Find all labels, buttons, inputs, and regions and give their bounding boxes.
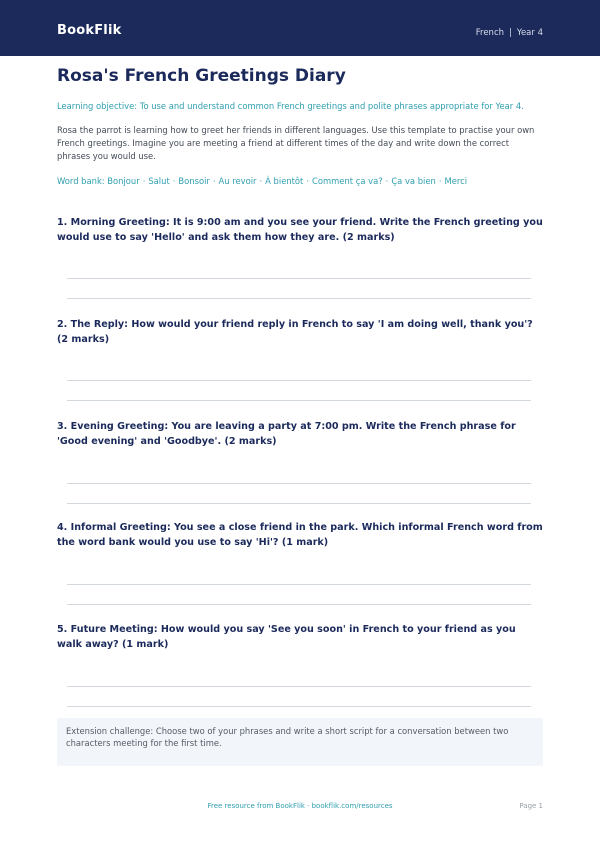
question-2	[57, 317, 543, 347]
header-bar	[0, 0, 600, 56]
subject-year-label	[476, 28, 543, 38]
learning-objective: Learning objective: To use and understand common French greetings and polite phrases appropriate for Year 4.	[57, 101, 524, 111]
footer-link[interactable]: Free resource from BookFlik · bookflik.com/resources	[207, 802, 393, 810]
answer-line[interactable]	[67, 278, 531, 279]
word-bank-word: À bientôt	[265, 176, 304, 186]
question-text: 3. Evening Greeting: You are leaving a party at 7:00 pm. Write the French phrase for 'Good evening' and 'Goodbye'. (2 marks)	[57, 421, 516, 447]
word-bank-word: Ça va bien	[391, 176, 436, 186]
word-bank: Word bank: Bonjour · Salut · Bonsoir · Au revoir · À bientôt · Comment ça va? · Ça va bien · Merci	[57, 176, 468, 186]
answer-line[interactable]	[67, 503, 531, 504]
brand-logo[interactable]: BookFlik	[57, 23, 122, 38]
question-1	[57, 215, 543, 245]
word-bank-word: Merci	[444, 176, 468, 186]
word-bank-word: Salut	[148, 176, 170, 186]
question-text: 5. Future Meeting: How would you say 'See you soon' in French to your friend as you walk away? (1 mark)	[57, 624, 516, 650]
answer-line[interactable]	[67, 706, 531, 707]
extension-challenge-box	[57, 718, 543, 766]
word-bank-word: Bonsoir	[178, 176, 210, 186]
answer-line[interactable]	[67, 604, 531, 605]
answer-line[interactable]	[67, 584, 531, 585]
worksheet-intro	[57, 66, 543, 187]
extension-challenge-text: Extension challenge: Choose two of your phrases and write a short script for a conversation between two characters meeting for the first time.	[66, 726, 509, 748]
question-3	[57, 419, 543, 449]
word-bank-label: Word bank:	[57, 176, 105, 186]
question-5	[57, 622, 543, 652]
answer-line[interactable]	[67, 483, 531, 484]
answer-line[interactable]	[67, 380, 531, 381]
answer-line[interactable]	[67, 400, 531, 401]
answer-line[interactable]	[67, 686, 531, 687]
word-bank-word: Bonjour	[107, 176, 140, 186]
answer-line[interactable]	[67, 298, 531, 299]
intro-paragraph: Rosa the parrot is learning how to greet her friends in different languages. Use this template to practise your own French greetings. Imagine you are meeting a friend at different times of the day and write down the correct phrases you would use.	[57, 125, 535, 161]
year-label: Year 4	[516, 28, 543, 38]
page-number: Page 1	[519, 802, 543, 810]
question-text: 4. Informal Greeting: You see a close friend in the park. Which informal French word from the word bank would you use to say 'Hi'? (1 mark)	[57, 522, 543, 548]
meta-separator: |	[509, 28, 512, 38]
page-title: Rosa's French Greetings Diary	[57, 66, 346, 86]
word-bank-word: Comment ça va?	[312, 176, 383, 186]
subject-label: French	[475, 28, 505, 38]
question-text: 2. The Reply: How would your friend reply in French to say 'I am doing well, thank you'? (2 marks)	[57, 319, 533, 345]
question-4	[57, 520, 543, 550]
word-bank-word: Au revoir	[218, 176, 257, 186]
question-text: 1. Morning Greeting: It is 9:00 am and you see your friend. Write the French greeting you would use to say 'Hello' and ask them how they are. (2 marks)	[57, 217, 543, 243]
